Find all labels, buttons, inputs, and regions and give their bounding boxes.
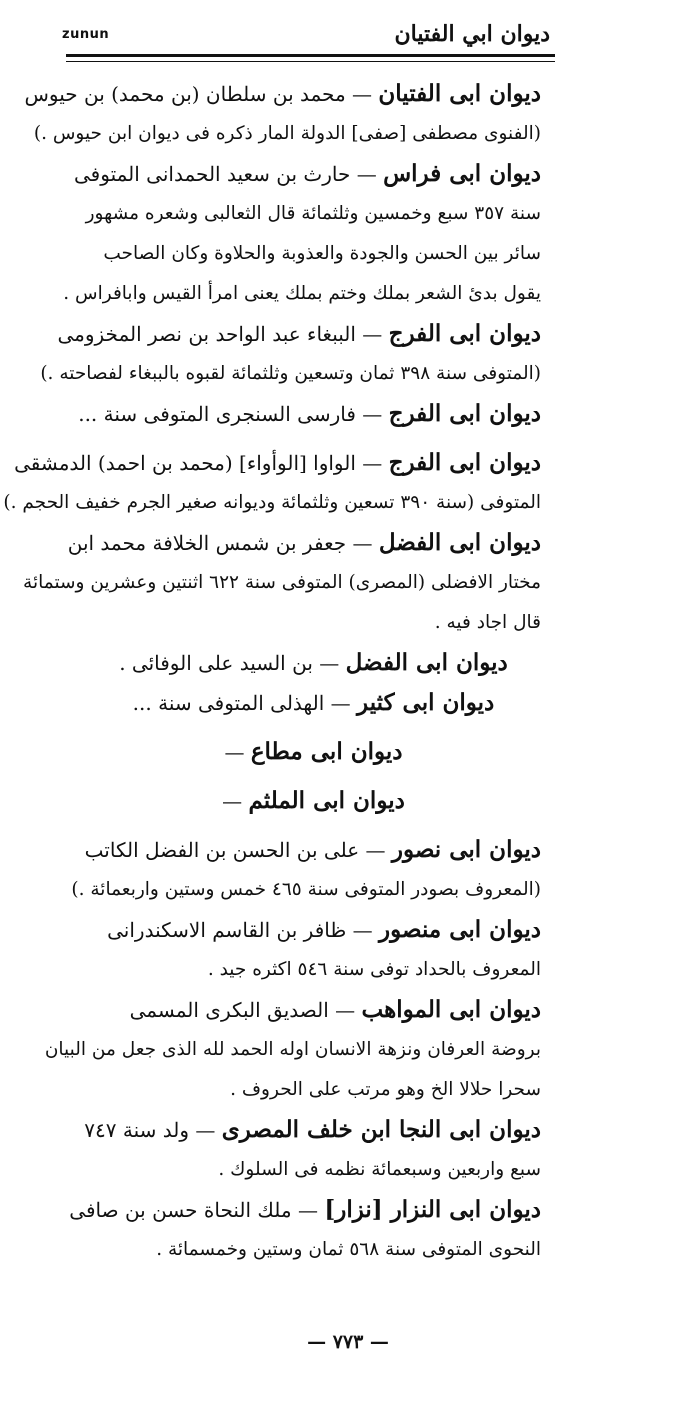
entry-text: — ظافر بن القاسم الاسكندرانى bbox=[107, 918, 373, 942]
entry-heading-line bbox=[86, 781, 541, 821]
entry-continuation-line: سنة ٣٥٧ سبع وخمسين وثلثمائة قال الثعالبى وشعره مشهور bbox=[85, 203, 541, 224]
entry-title: ديوان ابى مطاع bbox=[250, 738, 403, 765]
entry-text: — bbox=[224, 740, 245, 764]
entry-heading-line bbox=[86, 732, 541, 772]
entry-text: — الهذلى المتوفى سنة ... bbox=[132, 691, 351, 715]
entry-continuation-line: (المعروف بصودر المتوفى سنة ٤٦٥ خمس وستين واربعمائة .) bbox=[71, 879, 541, 900]
entry-continuation-line: سحرا حلالا الخ وهو مرتب على الحروف . bbox=[230, 1079, 541, 1100]
entry-title: ديوان ابى منصور bbox=[379, 916, 541, 943]
entry-heading-line bbox=[78, 394, 541, 434]
entry-text: — الببغاء عبد الواحد بن نصر المخزومى bbox=[57, 322, 383, 346]
entry-title: ديوان ابى الفتيان bbox=[378, 80, 541, 107]
entry-title: ديوان ابى الفضل bbox=[378, 529, 541, 556]
entry-continuation-line: قال اجاد فيه . bbox=[434, 612, 541, 633]
page-number: — ٧٧٣ — bbox=[307, 1331, 389, 1353]
entry-continuation-line: المتوفى (سنة ٣٩٠ تسعين وثلثمائة وديوانه صغير الجرم خفيف الحجم .) bbox=[3, 492, 541, 513]
entry-text: — بن السيد على الوفائى . bbox=[119, 651, 340, 675]
entry-title: ديوان ابى الملثم bbox=[248, 787, 405, 814]
entry-continuation-line: المعروف بالحداد توفى سنة ٥٤٦ اكثره جيد . bbox=[207, 959, 541, 980]
entry-continuation-line: (المتوفى سنة ٣٩٨ ثمان وتسعين وثلثمائة لقبوه بالببغاء لفصاحته .) bbox=[40, 363, 541, 384]
entry-title: ديوان ابى الفرج bbox=[388, 320, 541, 347]
entry-title: ديوان ابى الفضل bbox=[345, 649, 508, 676]
entry-text: — محمد بن سلطان (بن محمد) بن حيوس bbox=[24, 82, 373, 106]
entry-text: — bbox=[222, 789, 243, 813]
entry-title: ديوان ابى الفرج bbox=[388, 449, 541, 476]
entry-continuation-line: سائر بين الحسن والجودة والعذوبة والحلاوة وكان الصاحب bbox=[103, 243, 541, 264]
entry-text: — حارث بن سعيد الحمدانى المتوفى bbox=[74, 162, 377, 186]
entry-heading-line bbox=[67, 523, 541, 563]
entry-title: ديوان ابى النزار [نزار] bbox=[324, 1196, 541, 1223]
entry-heading-line bbox=[86, 990, 541, 1030]
header-rule-thick bbox=[66, 54, 555, 57]
header-title: ديوان ابي الفتيان bbox=[394, 21, 550, 47]
entry-heading-line bbox=[86, 683, 541, 723]
entry-heading-line bbox=[69, 1190, 541, 1230]
entry-heading-line bbox=[86, 910, 541, 950]
entry-title: ديوان ابى نصور bbox=[391, 836, 541, 863]
entry-text: — الصديق البكرى المسمى bbox=[129, 998, 356, 1022]
entry-text: — فارسى السنجرى المتوفى سنة ... bbox=[78, 402, 383, 426]
entry-heading-line bbox=[86, 1110, 541, 1150]
entry-text: — الواوا [الوأواء] (محمد بن احمد) الدمشقى bbox=[14, 451, 383, 475]
entry-text: — جعفر بن شمس الخلافة محمد ابن bbox=[67, 531, 373, 555]
entry-title: ديوان ابى كثير bbox=[357, 689, 495, 716]
entry-continuation-line: مختار الافضلى (المصرى) المتوفى سنة ٦٢٢ اثنتين وعشرين وستمائة bbox=[23, 572, 541, 593]
entry-heading-line bbox=[86, 643, 541, 683]
entry-heading-line bbox=[24, 74, 541, 114]
header-rule-thin bbox=[66, 61, 555, 62]
entry-title: ديوان ابى المواهب bbox=[361, 996, 541, 1023]
entry-continuation-line: (الفنوى مصطفى [صفى] الدولة المار ذكره فى ديوان ابن حيوس .) bbox=[33, 123, 541, 144]
entry-continuation-line: النحوى المتوفى سنة ٥٦٨ ثمان وستين وخمسمائة . bbox=[156, 1239, 541, 1260]
running-header bbox=[62, 18, 550, 50]
entry-title: ديوان ابى فراس bbox=[383, 160, 541, 187]
entry-title: ديوان ابى الفرج bbox=[388, 400, 541, 427]
entry-text: — ملك النحاة حسن بن صافى bbox=[69, 1198, 318, 1222]
entry-title: ديوان ابى النجا ابن خلف المصرى bbox=[221, 1116, 541, 1143]
entry-continuation-line: يقول بدئ الشعر بملك وختم بملك يعنى امرأ القيس وابافراس . bbox=[63, 283, 541, 304]
entry-heading-line bbox=[14, 443, 541, 483]
entry-continuation-line: بروضة العرفان ونزهة الانسان اوله الحمد لله الذى جعل من البيان bbox=[44, 1039, 541, 1060]
entry-text: — ولد سنة ٧٤٧ bbox=[84, 1118, 216, 1142]
entry-text: — على بن الحسن بن الفضل الكاتب bbox=[84, 838, 386, 862]
entries-list bbox=[3, 74, 541, 1319]
header-left-text: zunun bbox=[62, 26, 110, 42]
entry-heading-line bbox=[74, 154, 541, 194]
entry-continuation-line: سبع واربعين وسبعمائة نظمه فى السلوك . bbox=[218, 1159, 541, 1180]
entry-heading-line bbox=[57, 314, 541, 354]
entry-heading-line bbox=[86, 830, 541, 870]
